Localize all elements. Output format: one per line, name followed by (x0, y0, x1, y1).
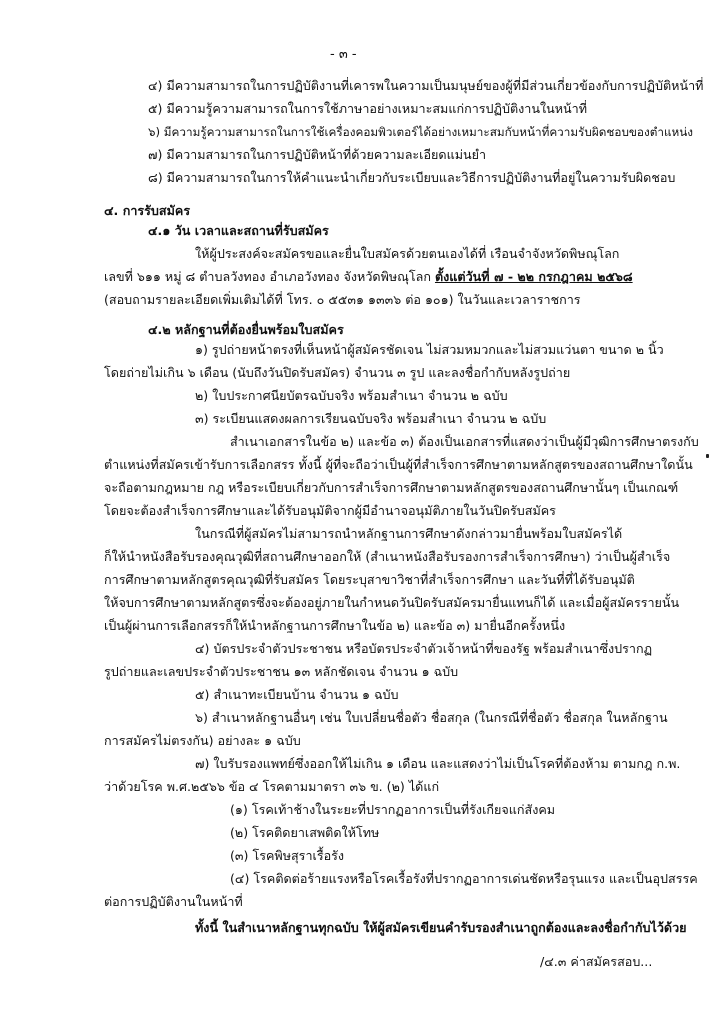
paragraph-line: ให้จบการศึกษาตามหลักสูตรซึ่งจะต้องอยู่ภายในกำหนดวันปิดรับสมัครมายื่นแทนก็ได้ และเมื่อผู้สมัครรายนั้น (104, 595, 680, 610)
document-item: โดยถ่ายไม่เกิน ๖ เดือน (นับถึงวันปิดรับสมัคร) จำนวน ๓ รูป และลงชื่อกำกับหลังรูปถ่าย (104, 365, 571, 380)
disease-item: (๑) โรคเท้าช้างในระยะที่ปรากฏอาการเป็นที่รังเกียจแก่สังคม (230, 802, 556, 817)
paragraph-line: ก็ให้นำหนังสือรับรองคุณวุฒิที่สถานศึกษาออกให้ (สำเนาหนังสือรับรองการสำเร็จการศึกษา) ว่าเป็นผู้สำเร็จ (104, 549, 671, 564)
paragraph-line: รูปถ่ายและเลขประจำตัวประชาชน ๑๓ หลักชัดเจน จำนวน ๑ ฉบับ (104, 664, 459, 679)
qualification-item-5: ๕) มีความรู้ความสามารถในการใช้ภาษาอย่างเหมาะสมแก่การปฏิบัติงานในหน้าที่ (148, 101, 588, 116)
paragraph-line: ว่าด้วยโรค พ.ศ.๒๕๖๖ ข้อ ๔ โรคตามมาตรา ๓๖ ข. (๒) ได้แก่ (104, 779, 440, 794)
closing-note-body: ในสำเนาหลักฐานทุกฉบับ ให้ผู้สมัครเขียนคำรับรองสำเนาถูกต้องและลงชื่อกำกับไว้ด้วย (222, 920, 687, 935)
document-item: ๗) ใบรับรองแพทย์ซึ่งออกให้ไม่เกิน ๑ เดือน และแสดงว่าไม่เป็นโรคที่ต้องห้าม ตามกฎ ก.พ. (195, 756, 681, 771)
continuation-marker: /๔.๓ ค่าสมัครสอบ... (540, 954, 653, 969)
paragraph-line: ในกรณีที่ผู้สมัครไม่สามารถนำหลักฐานการศึกษาดังกล่าวมายื่นพร้อมใบสมัครได้ (195, 526, 623, 541)
ink-dot (706, 454, 709, 458)
paragraph-line: จะถือตามกฎหมาย กฎ หรือระเบียบเกี่ยวกับการสำเร็จการศึกษาตามหลักสูตรของสถานศึกษานั้นๆ เป็นเกณฑ์ (104, 480, 679, 495)
qualification-item-7: ๗) มีความสามารถในการปฏิบัติหน้าที่ด้วยความละเอียดแม่นยำ (148, 147, 487, 162)
application-period: ตั้งแต่วันที่ ๗ - ๒๒ กรกฎาคม ๒๕๖๘ (434, 269, 633, 284)
closing-note-lead: ทั้งนี้ (195, 920, 223, 935)
document-item: ๔) บัตรประจำตัวประชาชน หรือบัตรประจำตัวเจ้าหน้าที่ของรัฐ พร้อมสำเนาซึ่งปรากฏ (195, 641, 653, 656)
paragraph-line: ตำแหน่งที่สมัครเข้ารับการเลือกสรร ทั้งนี้ ผู้ที่จะถือว่าเป็นผู้ที่สำเร็จการศึกษาตามหลักสูตรของสถานศึกษาใดนั้น (104, 457, 693, 472)
qualification-item-4: ๔) มีความสามารถในการปฏิบัติงานที่เคารพในความเป็นมนุษย์ของผู้ที่มีส่วนเกี่ยวข้องกับการปฏิบัติหน้าที่ (148, 78, 704, 93)
paragraph-line: ให้ผู้ประสงค์จะสมัครขอและยื่นใบสมัครด้วยตนเองได้ที่ เรือนจำจังหวัดพิษณุโลก (195, 246, 620, 261)
paragraph-line: เป็นผู้ผ่านการเลือกสรรก็ให้นำหลักฐานการศึกษาในข้อ ๒) และข้อ ๓) มายื่นอีกครั้งหนึ่ง (104, 618, 566, 633)
subsection-heading-4-1: ๔.๑ วัน เวลาและสถานที่รับสมัคร (148, 223, 329, 238)
disease-item: (๔) โรคติดต่อร้ายแรงหรือโรคเรื้อรังที่ปรากฏอาการเด่นชัดหรือรุนแรง และเป็นอุปสรรค (230, 871, 698, 886)
qualification-item-6: ๖) มีความรู้ความสามารถในการใช้เครื่องคอมพิวเตอร์ได้อย่างเหมาะสมกับหน้าที่ความรับผิดชอบของตำแหน่ง (148, 125, 694, 139)
paragraph-line: ต่อการปฏิบัติงานในหน้าที่ (104, 894, 243, 909)
disease-item: (๓) โรคพิษสุราเรื้อรัง (230, 848, 345, 863)
section-heading-application: ๔. การรับสมัคร (104, 203, 191, 218)
paragraph-line: การศึกษาตามหลักสูตรคุณวุฒิที่รับสมัคร โดยระบุสาขาวิชาที่สำเร็จการศึกษา และวันที่ที่ได้รับอนุมัติ (104, 572, 635, 587)
document-item: ๖) สำเนาหลักฐานอื่นๆ เช่น ใบเปลี่ยนชื่อตัว ชื่อสกุล (ในกรณีที่ชื่อตัว ชื่อสกุล ในหลักฐาน (195, 710, 668, 725)
paragraph-line: (สอบถามรายละเอียดเพิ่มเติมได้ที่ โทร. ๐ ๕๕๓๑ ๑๓๓๖ ต่อ ๑๐๑) ในวันและเวลาราชการ (104, 292, 581, 307)
paragraph-line: การสมัครไม่ตรงกัน) อย่างละ ๑ ฉบับ (104, 733, 301, 748)
disease-item: (๒) โรคติดยาเสพติดให้โทษ (230, 825, 380, 840)
document-item: ๕) สำเนาทะเบียนบ้าน จำนวน ๑ ฉบับ (195, 687, 399, 702)
address-text: เลขที่ ๖๑๑ หมู่ ๘ ตำบลวังทอง อำเภอวังทอง จังหวัดพิษณุโลก (104, 269, 435, 284)
document-item: ๑) รูปถ่ายหน้าตรงที่เห็นหน้าผู้สมัครชัดเจน ไม่สวมหมวกและไม่สวมแว่นตา ขนาด ๒ นิ้ว (195, 342, 664, 357)
paragraph-line: โดยจะต้องสำเร็จการศึกษาและได้รับอนุมัติจากผู้มีอำนาจอนุมัติภายในวันปิดรับสมัคร (104, 503, 556, 518)
closing-note (195, 920, 687, 936)
document-item: ๓) ระเบียนแสดงผลการเรียนฉบับจริง พร้อมสำเนา จำนวน ๒ ฉบับ (195, 411, 547, 426)
document-item: ๒) ใบประกาศนียบัตรฉบับจริง พร้อมสำเนา จำนวน ๒ ฉบับ (195, 388, 508, 403)
paragraph-line: สำเนาเอกสารในข้อ ๒) และข้อ ๓) ต้องเป็นเอกสารที่แสดงว่าเป็นผู้มีวุฒิการศึกษาตรงกับ (230, 434, 699, 449)
paragraph-line (104, 269, 633, 285)
qualification-item-8: ๘) มีความสามารถในการให้คำแนะนำเกี่ยวกับระเบียบและวิธีการปฏิบัติงานที่อยู่ในความรับผิดชอบ (148, 170, 676, 185)
subsection-heading-4-2: ๔.๒ หลักฐานที่ต้องยื่นพร้อมใบสมัคร (148, 322, 344, 337)
page-number: - ๓ - (330, 47, 357, 62)
